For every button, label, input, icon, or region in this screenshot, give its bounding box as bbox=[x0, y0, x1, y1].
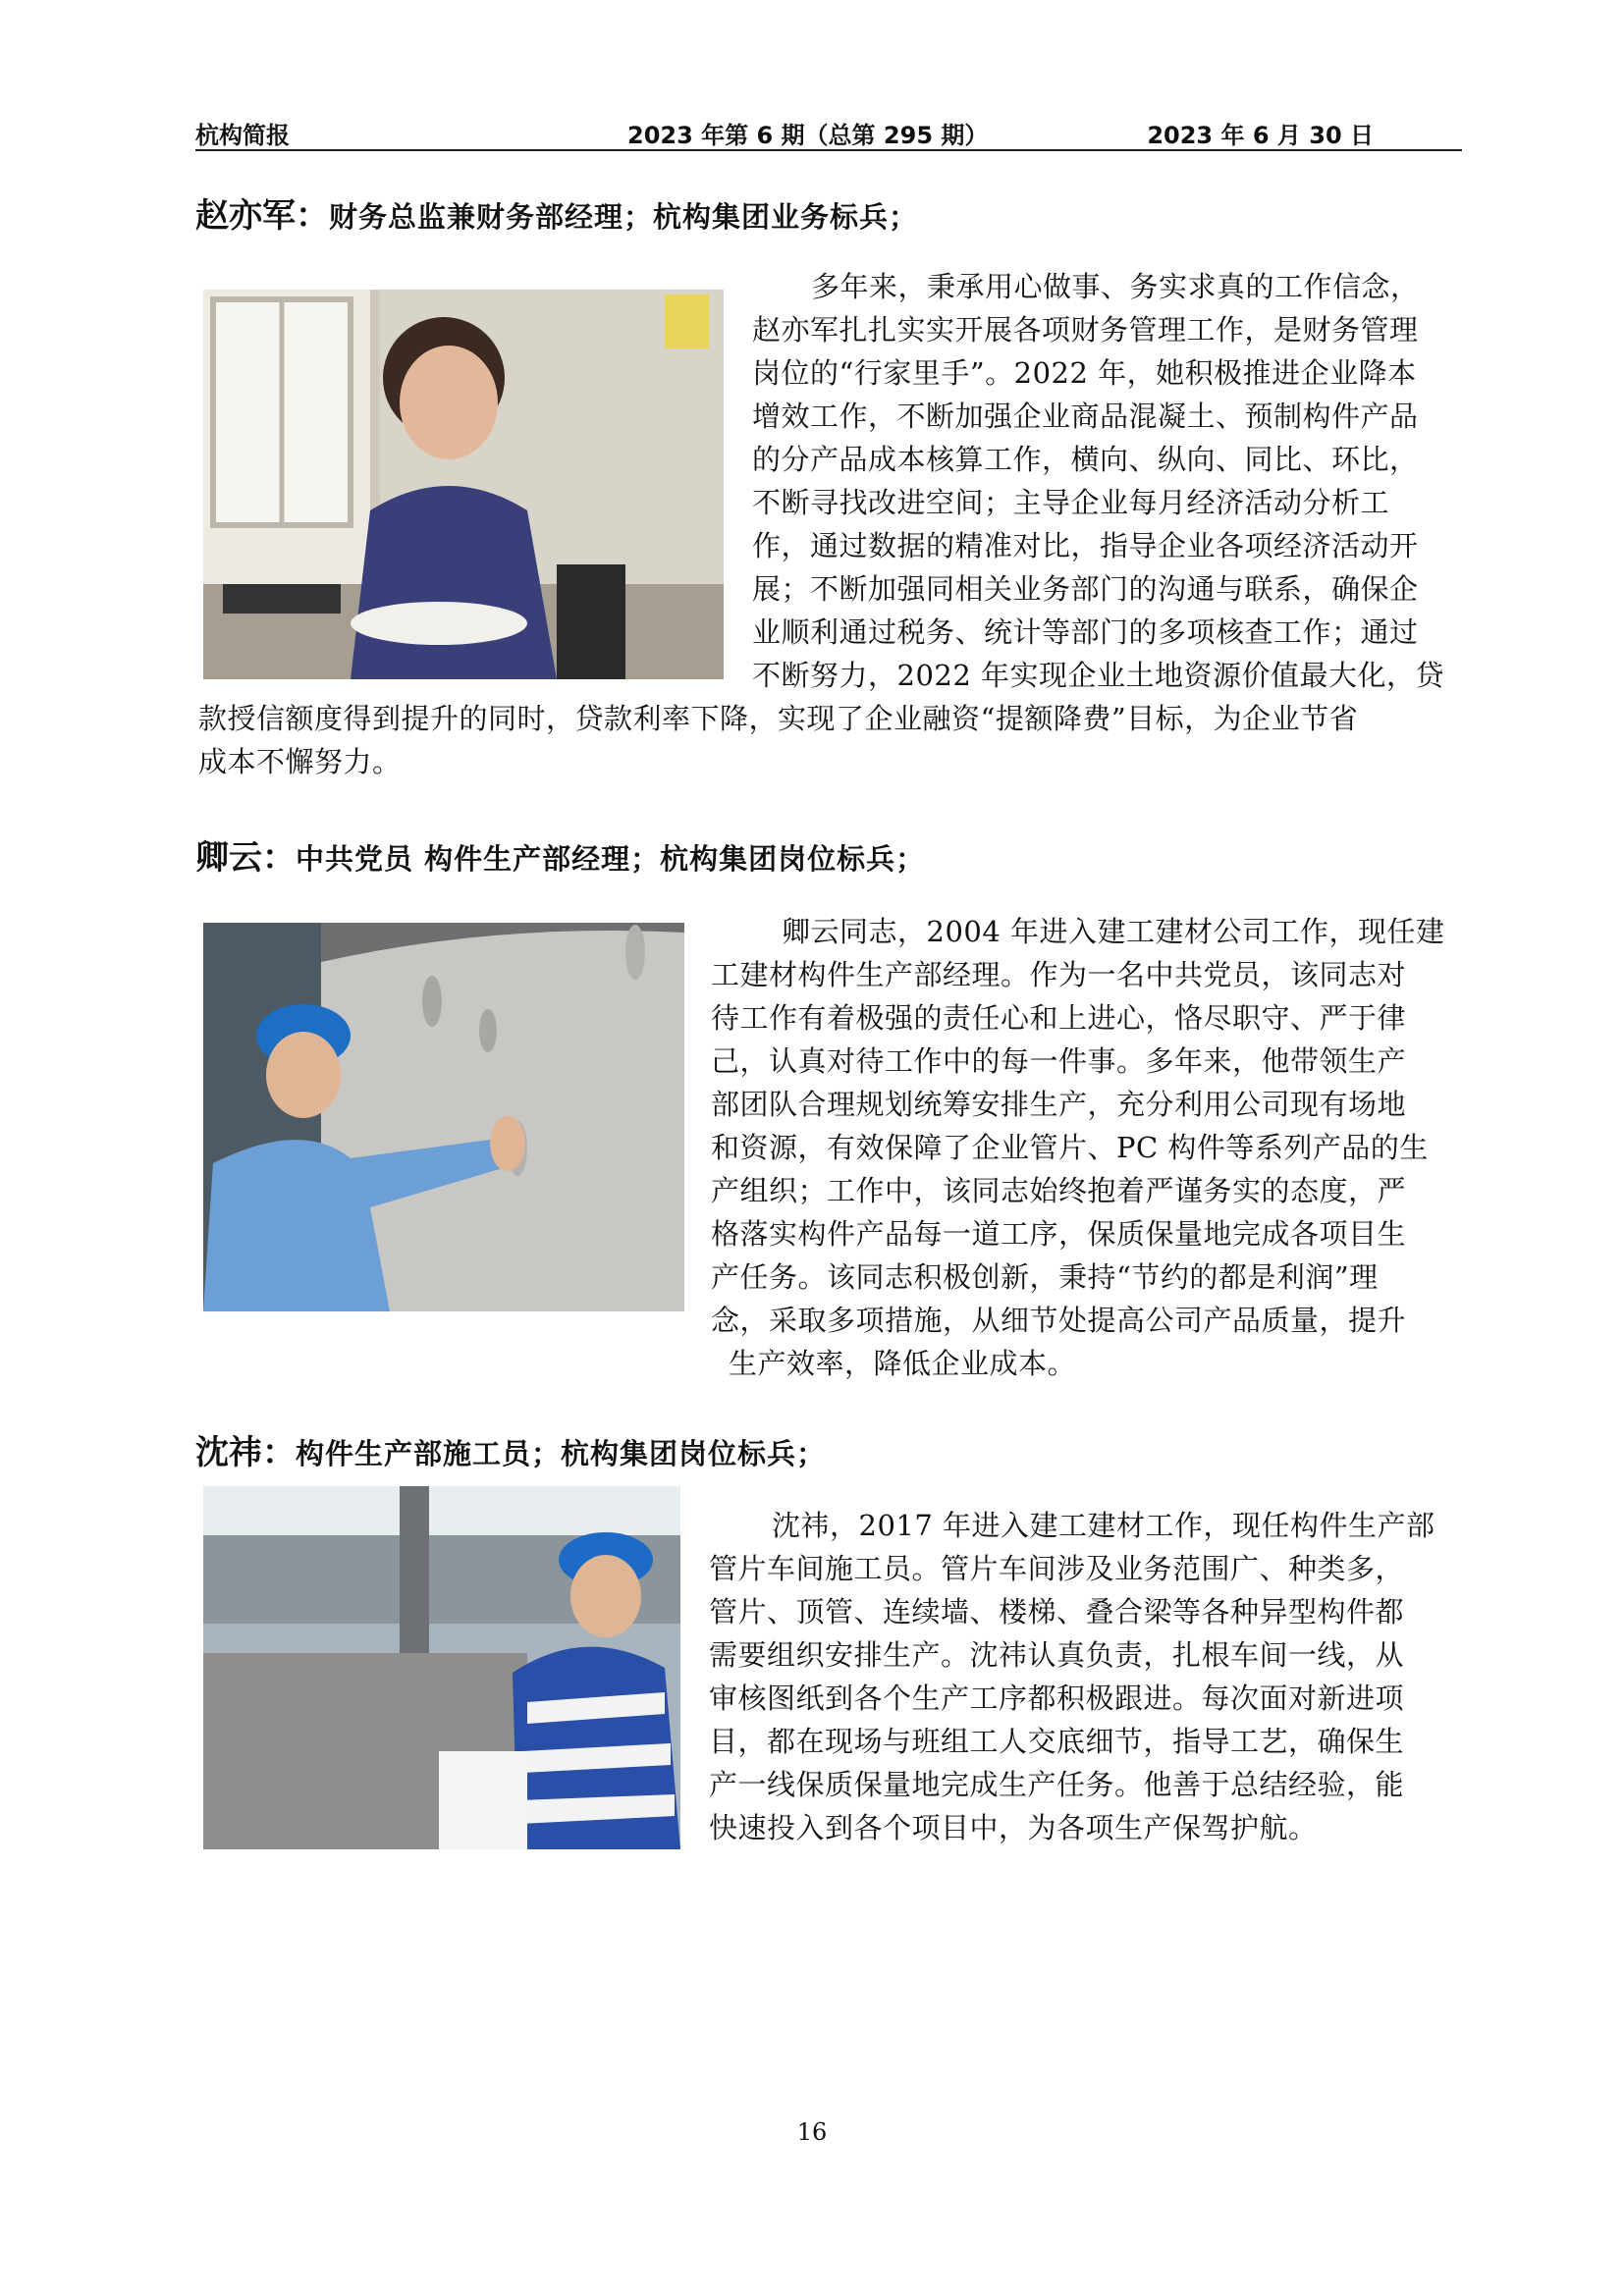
text-line: 不断努力，2022 年实现企业土地资源价值最大化，贷 bbox=[752, 659, 1445, 692]
text-line: 审核图纸到各个生产工序都积极跟进。每次面对新进项 bbox=[709, 1682, 1405, 1715]
text-line: 产一线保质保量地完成生产任务。他善于总结经验，能 bbox=[709, 1768, 1405, 1801]
profile-heading-3 bbox=[195, 1425, 826, 1473]
profile-role: 构件生产部施工员；杭构集团岗位标兵； bbox=[296, 1437, 827, 1470]
page-number: 16 bbox=[796, 2118, 828, 2146]
text-line: 产组织；工作中，该同志始终抱着严谨务实的态度，严 bbox=[711, 1174, 1407, 1207]
office-worker-photo bbox=[203, 290, 724, 679]
photo-zhao bbox=[203, 290, 724, 679]
profile-name: 沈祎： bbox=[195, 1433, 296, 1472]
text-line: 多年来，秉承用心做事、务实求真的工作信念， bbox=[811, 270, 1420, 303]
text-line: 展；不断加强同相关业务部门的沟通与联系，确保企 bbox=[752, 572, 1419, 606]
text-line: 业顺利通过税务、统计等部门的多项核查工作；通过 bbox=[752, 615, 1419, 649]
profile-name: 赵亦军： bbox=[195, 196, 329, 236]
profile-heading-1 bbox=[195, 188, 918, 237]
issue-number: 2023 年第 6 期（总第 295 期） bbox=[627, 122, 989, 149]
profile-role: 财务总监兼财务部经理；杭构集团业务标兵； bbox=[329, 200, 919, 234]
text-line: 生产效率，降低企业成本。 bbox=[729, 1347, 1077, 1380]
text-line: 格落实构件产品每一道工序，保质保量地完成各项目生 bbox=[711, 1217, 1407, 1251]
text-line: 卿云同志，2004 年进入建工建材公司工作，现任建 bbox=[782, 915, 1445, 948]
text-line: 和资源，有效保障了企业管片、PC 构件等系列产品的生 bbox=[711, 1131, 1429, 1164]
text-line: 岗位的“行家里手”。2022 年，她积极推进企业降本 bbox=[752, 356, 1417, 390]
text-line: 的分产品成本核算工作，横向、纵向、同比、环比， bbox=[752, 443, 1419, 476]
text-line: 需要组织安排生产。沈祎认真负责，扎根车间一线，从 bbox=[709, 1638, 1405, 1672]
text-line: 管片车间施工员。管片车间涉及业务范围广、种类多， bbox=[709, 1552, 1405, 1585]
profile-name: 卿云： bbox=[195, 838, 296, 878]
issue-date: 2023 年 6 月 30 日 bbox=[1147, 122, 1374, 149]
text-line: 产任务。该同志积极创新，秉持“节约的都是利润”理 bbox=[711, 1260, 1379, 1294]
text-line: 工建材构件生产部经理。作为一名中共党员，该同志对 bbox=[711, 958, 1407, 991]
text-line: 部团队合理规划统筹安排生产，充分利用公司现有场地 bbox=[711, 1088, 1407, 1121]
text-line: 待工作有着极强的责任心和上进心，恪尽职守、严于律 bbox=[711, 1001, 1407, 1035]
profile-role: 中共党员 构件生产部经理；杭构集团岗位标兵； bbox=[296, 842, 926, 876]
text-line: 款授信额度得到提升的同时，贷款利率下降，实现了企业融资“提额降费”目标，为企业节省 bbox=[198, 702, 1359, 735]
text-line: 作，通过数据的精准对比，指导企业各项经济活动开 bbox=[752, 529, 1419, 562]
text-line: 管片、顶管、连续墙、楼梯、叠合梁等各种异型构件都 bbox=[709, 1595, 1405, 1629]
text-line: 赵亦军扎扎实实开展各项财务管理工作，是财务管理 bbox=[752, 313, 1419, 347]
publication-name: 杭构简报 bbox=[195, 122, 290, 149]
page-header bbox=[195, 116, 1462, 151]
photo-qing bbox=[203, 923, 684, 1311]
factory-worker-photo bbox=[203, 1486, 680, 1849]
text-line: 成本不懈努力。 bbox=[198, 745, 402, 778]
text-line: 目，都在现场与班组工人交底细节，指导工艺，确保生 bbox=[709, 1725, 1405, 1758]
text-line: 己，认真对待工作中的每一件事。多年来，他带领生产 bbox=[711, 1044, 1407, 1078]
text-line: 沈祎，2017 年进入建工建材工作，现任构件生产部 bbox=[772, 1509, 1435, 1542]
photo-shen bbox=[203, 1486, 680, 1849]
text-line: 念，采取多项措施，从细节处提高公司产品质量，提升 bbox=[711, 1304, 1407, 1337]
text-line: 不断寻找改进空间；主导企业每月经济活动分析工 bbox=[752, 486, 1390, 519]
text-line: 快速投入到各个项目中，为各项生产保驾护航。 bbox=[709, 1811, 1318, 1844]
factory-worker-photo bbox=[203, 923, 684, 1311]
text-line: 增效工作，不断加强企业商品混凝土、预制构件产品 bbox=[752, 400, 1419, 433]
profile-heading-2 bbox=[195, 830, 925, 879]
